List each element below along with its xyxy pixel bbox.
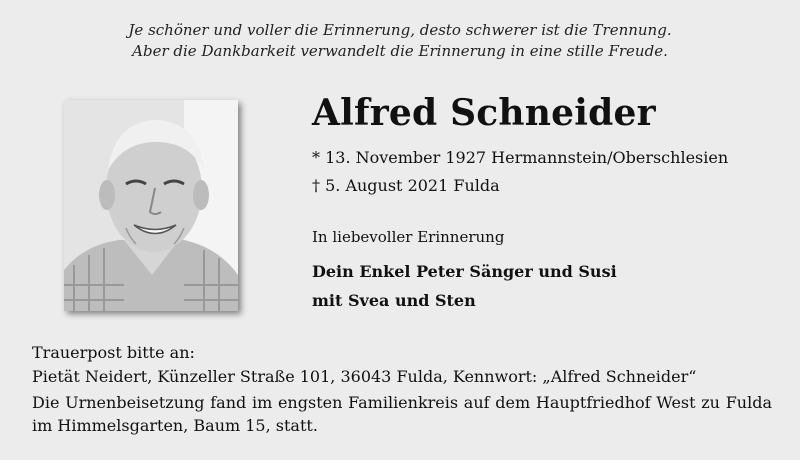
signer-line-1: Dein Enkel Peter Sänger und Susi [312,262,617,281]
birth-info: * 13. November 1927 Hermannstein/Oberschlesien [312,148,729,167]
memory-text: In liebevoller Erinnerung [312,228,505,246]
memorial-quote [0,20,800,62]
death-info: † 5. August 2021 Fulda [312,176,500,195]
quote-line-2: Aber die Dankbarkeit verwandelt die Erinnerung in eine stille Freude. [132,42,668,60]
deceased-name: Alfred Schneider [312,92,656,134]
portrait-photo [64,100,238,311]
mourning-mail-address: Pietät Neidert, Künzeller Straße 101, 36043 Fulda, Kennwort: „Alfred Schneider“ [32,367,697,386]
quote-line-1: Je schöner und voller die Erinnerung, desto schwerer ist die Trennung. [128,21,672,39]
portrait-image [64,100,238,311]
signer-line-2: mit Svea und Sten [312,291,476,310]
burial-notice-line-1: Die Urnenbeisetzung fand im engsten Familienkreis auf dem Hauptfriedhof West zu Fulda [32,393,772,412]
burial-notice-line-2: im Himmelsgarten, Baum 15, statt. [32,416,318,435]
mourning-mail-label: Trauerpost bitte an: [32,343,195,362]
